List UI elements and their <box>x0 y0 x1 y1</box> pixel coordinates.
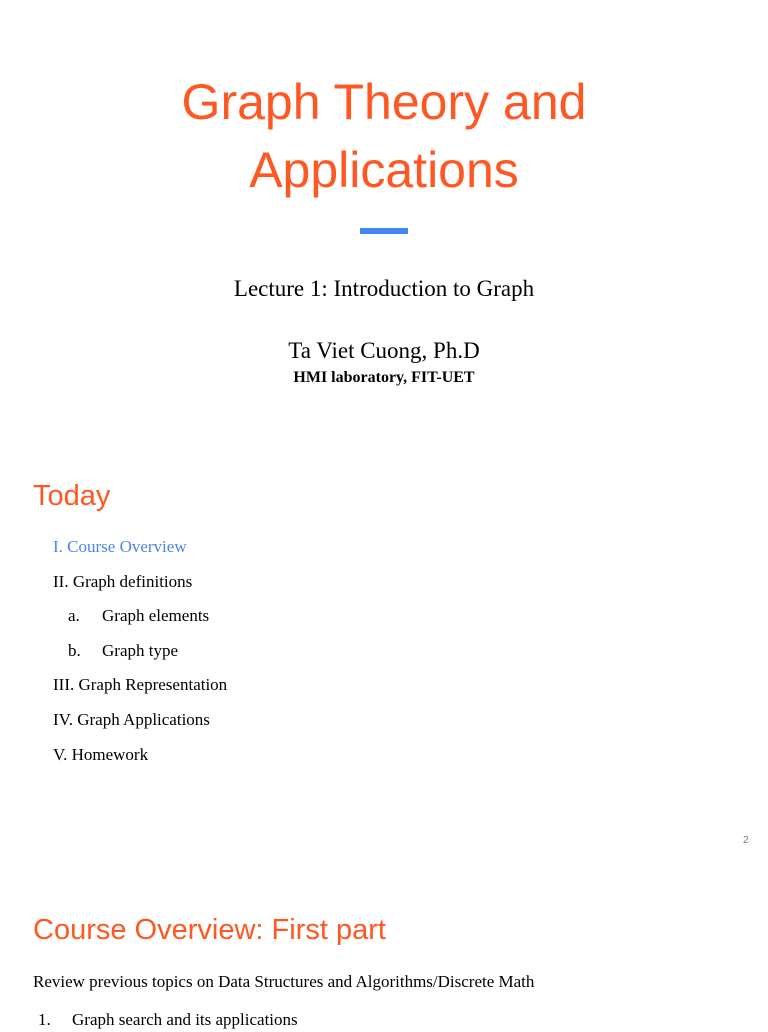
title-slide <box>0 0 768 432</box>
agenda-item-label: I. Course Overview <box>53 537 187 556</box>
agenda-subitem-graph-type <box>53 639 227 674</box>
list-item-label: Graph search and its applications <box>72 1010 298 1029</box>
agenda-subitem-graph-elements <box>53 604 227 639</box>
course-overview-list-item <box>38 1008 298 1032</box>
agenda-item-label: Graph elements <box>102 606 210 626</box>
agenda-item-graph-representation <box>53 673 227 708</box>
agenda-item-label: III. Graph Representation <box>53 675 228 695</box>
agenda-subitem-marker: a. <box>68 606 80 626</box>
list-item-number: 1. <box>38 1010 51 1029</box>
agenda-item-label: II. Graph definitions <box>53 571 193 591</box>
lecture-subtitle: Lecture 1: Introduction to Graph <box>233 276 535 301</box>
agenda-item-label: IV. Graph Applications <box>53 709 210 729</box>
agenda-heading: Today <box>33 480 111 512</box>
agenda-item-homework <box>53 743 227 778</box>
agenda-list <box>53 535 227 777</box>
agenda-item-label: Graph type <box>102 640 179 660</box>
author-name: Ta Viet Cuong, Ph.D <box>288 338 480 363</box>
slide-title <box>0 68 768 204</box>
agenda-subitem-marker: b. <box>68 640 81 660</box>
agenda-item-graph-applications <box>53 708 227 743</box>
agenda-item-label: V. Homework <box>53 744 149 764</box>
agenda-item-graph-definitions <box>53 570 227 605</box>
course-overview-heading: Course Overview: First part <box>33 914 386 946</box>
course-overview-intro: Review previous topics on Data Structures and Algorithms/Discrete Math <box>33 972 535 991</box>
slide-title-line-2: Applications <box>249 142 519 198</box>
slide-title-line-1: Graph Theory and <box>181 74 587 130</box>
author-affiliation: HMI laboratory, FIT-UET <box>293 369 475 386</box>
accent-divider <box>360 228 408 234</box>
page-number: 2 <box>743 835 749 846</box>
agenda-item-course-overview <box>53 535 227 570</box>
